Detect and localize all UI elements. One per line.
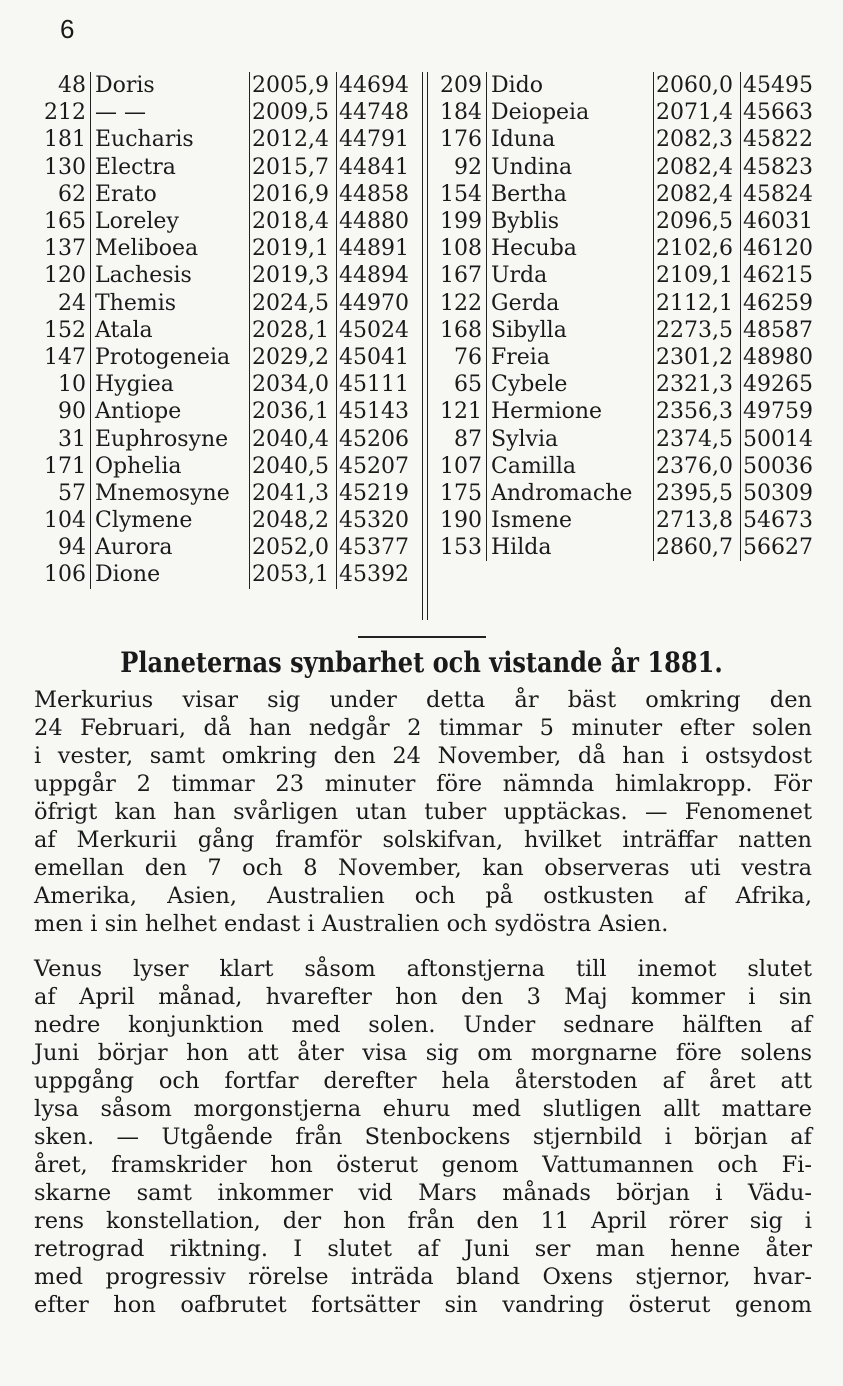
asteroid-value-2: 45822 [743, 127, 813, 153]
text-line: året, framskrider hon österut genom Vattumannen och Fi- [34, 1152, 812, 1178]
asteroid-number: 122 [430, 290, 487, 317]
page-number: 6 [60, 14, 75, 44]
asteroid-number: 181 [30, 126, 91, 153]
text-line: af April månad, hvarefter hon den 3 Maj kommer i sin [34, 984, 812, 1010]
asteroid-number: 57 [30, 480, 91, 507]
asteroid-number: 212 [30, 99, 91, 126]
table-row [30, 126, 423, 153]
asteroid-value-1: 2053,1 [250, 561, 337, 588]
text-line: med progressiv rörelse inträda bland Oxens stjernor, hvar- [34, 1264, 812, 1290]
table-row [30, 507, 423, 534]
asteroid-value-2: 44858 [339, 181, 409, 207]
table-row [30, 99, 423, 126]
asteroid-name: Dione [91, 561, 250, 588]
asteroid-value-1: 2321,3 [654, 371, 741, 398]
asteroid-value-1: 2034,0 [250, 371, 337, 398]
asteroid-number: 154 [430, 181, 487, 208]
asteroid-value-1: 2041,3 [250, 480, 337, 507]
asteroid-name: Meliboea [91, 235, 250, 262]
asteroid-value-2: 48980 [743, 344, 813, 370]
asteroid-value-2: 49265 [743, 372, 813, 398]
text-line: retrograd riktning. I slutet af Juni ser man henne åter [34, 1236, 812, 1262]
asteroid-number: 209 [430, 72, 487, 99]
asteroid-name: Clymene [91, 507, 250, 534]
asteroid-number: 153 [430, 534, 487, 561]
asteroid-value-2: 44880 [339, 209, 409, 235]
asteroid-value-2: 46215 [743, 263, 813, 289]
table-row [430, 290, 827, 317]
asteroid-value-1: 2040,4 [250, 425, 337, 452]
asteroid-value-1: 2860,7 [654, 534, 741, 561]
asteroid-name: Sibylla [487, 317, 654, 344]
paragraph-mercury [34, 686, 812, 938]
asteroid-number: 106 [30, 561, 91, 588]
asteroid-name: Bertha [487, 181, 654, 208]
asteroid-value-2: 44748 [339, 100, 409, 126]
asteroid-value-2: 45320 [339, 508, 409, 534]
text-line: nedre konjunktion med solen. Under sednare hälften af [34, 1012, 812, 1038]
asteroid-name: Aurora [91, 534, 250, 561]
text-line: uppgår 2 timmar 23 minuter före nämnda himlakropp. För [34, 771, 812, 797]
section-rule [358, 636, 486, 638]
table-row [430, 453, 827, 480]
asteroid-value-1: 2040,5 [250, 453, 337, 480]
asteroid-value-1: 2102,6 [654, 235, 741, 262]
table-row [430, 72, 827, 99]
asteroid-name: Cybele [487, 371, 654, 398]
asteroid-value-1: 2024,5 [250, 290, 337, 317]
asteroid-name: Hecuba [487, 235, 654, 262]
asteroid-value-1: 2356,3 [654, 398, 741, 425]
table-row [30, 235, 423, 262]
table-row [30, 290, 423, 317]
asteroid-number: 87 [430, 425, 487, 452]
text-line: men i sin helhet endast i Australien och sydöstra Asien. [34, 911, 669, 937]
asteroid-value-1: 2048,2 [250, 507, 337, 534]
asteroid-value-2: 49759 [743, 399, 813, 425]
asteroid-value-1: 2109,1 [654, 262, 741, 289]
table-row [30, 453, 423, 480]
asteroid-number: 104 [30, 507, 91, 534]
asteroid-name: Loreley [91, 208, 250, 235]
asteroid-name: Urda [487, 262, 654, 289]
text-line: sken. — Utgående från Stenbockens stjernbild i början af [34, 1124, 812, 1150]
asteroid-value-1: 2009,5 [250, 99, 337, 126]
table-row [430, 235, 827, 262]
asteroid-value-2: 45219 [339, 480, 409, 506]
table-row [30, 317, 423, 344]
table-row [430, 99, 827, 126]
table-row [30, 181, 423, 208]
asteroid-value-2: 50036 [743, 453, 813, 479]
asteroid-number: 121 [430, 398, 487, 425]
asteroid-value-1: 2096,5 [654, 208, 741, 235]
asteroid-number: 24 [30, 290, 91, 317]
asteroid-value-2: 46120 [743, 236, 813, 262]
asteroid-value-1: 2071,4 [654, 99, 741, 126]
asteroid-name: Electra [91, 154, 250, 181]
asteroid-number: 108 [430, 235, 487, 262]
asteroid-number: 167 [430, 262, 487, 289]
asteroid-value-2: 50014 [743, 426, 813, 452]
table-row [30, 72, 423, 99]
text-line: af Merkurii gång framför solskifvan, hvilket inträffar natten [34, 827, 812, 853]
asteroid-number: 62 [30, 181, 91, 208]
text-line: emellan den 7 och 8 November, kan observeras uti vestra [34, 855, 812, 881]
asteroid-number: 165 [30, 208, 91, 235]
asteroid-value-1: 2082,4 [654, 181, 741, 208]
asteroid-name: Deiopeia [487, 99, 654, 126]
asteroid-value-1: 2019,3 [250, 262, 337, 289]
asteroid-value-1: 2713,8 [654, 507, 741, 534]
table-row [430, 398, 827, 425]
asteroid-name: Undina [487, 154, 654, 181]
table-row [430, 371, 827, 398]
text-line: Juni börjar hon att åter visa sig om morgnarne före solens [34, 1040, 812, 1066]
text-line: skarne samt inkommer vid Mars månads början i Vädu- [34, 1180, 812, 1206]
asteroid-value-2: 45111 [339, 372, 409, 398]
asteroid-name: Doris [91, 72, 250, 99]
asteroid-value-2: 44970 [339, 290, 409, 316]
text-line: efter hon oafbrutet fortsätter sin vandring österut genom [34, 1292, 812, 1318]
asteroid-value-2: 45823 [743, 154, 813, 180]
asteroid-value-1: 2036,1 [250, 398, 337, 425]
asteroid-value-1: 2112,1 [654, 290, 741, 317]
asteroid-number: 31 [30, 425, 91, 452]
asteroid-value-1: 2028,1 [250, 317, 337, 344]
text-line: rens konstellation, der hon från den 11 April rörer sig i [34, 1208, 812, 1234]
table-row [30, 371, 423, 398]
asteroid-number: 94 [30, 534, 91, 561]
asteroid-value-2: 45024 [339, 317, 409, 343]
table-row [30, 480, 423, 507]
asteroid-value-2: 45392 [339, 562, 409, 588]
paragraph-venus [34, 955, 812, 1319]
asteroid-value-1: 2015,7 [250, 154, 337, 181]
asteroid-value-2: 45663 [743, 100, 813, 126]
asteroid-table-left [30, 72, 423, 589]
asteroid-number: 190 [430, 507, 487, 534]
asteroid-number: 176 [430, 126, 487, 153]
asteroid-number: 10 [30, 371, 91, 398]
asteroid-value-1: 2029,2 [250, 344, 337, 371]
table-row [430, 425, 827, 452]
asteroid-number: 147 [30, 344, 91, 371]
asteroid-value-2: 45495 [743, 73, 813, 99]
asteroid-name: Byblis [487, 208, 654, 235]
table-row [30, 344, 423, 371]
asteroid-name: Ophelia [91, 453, 250, 480]
asteroid-value-1: 2395,5 [654, 480, 741, 507]
text-line: lysa såsom morgonstjerna ehuru med slutligen allt mattare [34, 1096, 812, 1122]
text-line: i vester, samt omkring den 24 November, då han i ostsydost [34, 743, 812, 769]
asteroid-value-2: 56627 [743, 535, 813, 561]
asteroid-value-2: 45206 [339, 426, 409, 452]
asteroid-table-right [430, 72, 827, 561]
table-row [430, 534, 827, 561]
asteroid-name: Gerda [487, 290, 654, 317]
asteroid-name: Mnemosyne [91, 480, 250, 507]
asteroid-value-2: 45377 [339, 535, 409, 561]
asteroid-tables [30, 72, 830, 632]
asteroid-value-1: 2018,4 [250, 208, 337, 235]
asteroid-value-2: 50309 [743, 480, 813, 506]
asteroid-value-2: 46031 [743, 209, 813, 235]
asteroid-number: 107 [430, 453, 487, 480]
asteroid-number: 48 [30, 72, 91, 99]
asteroid-value-1: 2005,9 [250, 72, 337, 99]
asteroid-value-1: 2082,4 [654, 154, 741, 181]
asteroid-value-2: 44791 [339, 127, 409, 153]
asteroid-value-1: 2374,5 [654, 425, 741, 452]
text-line: Amerika, Asien, Australien och på ostkusten af Afrika, [34, 883, 812, 909]
asteroid-value-1: 2019,1 [250, 235, 337, 262]
asteroid-value-2: 48587 [743, 317, 813, 343]
asteroid-value-1: 2016,9 [250, 181, 337, 208]
asteroid-name: Hilda [487, 534, 654, 561]
table-row [30, 208, 423, 235]
table-row [430, 126, 827, 153]
table-row [30, 425, 423, 452]
asteroid-number: 184 [430, 99, 487, 126]
asteroid-number: 168 [430, 317, 487, 344]
text-line: Merkurius visar sig under detta år bäst omkring den [34, 687, 812, 713]
text-line: öfrigt kan han svårligen utan tuber upptäckas. — Fenomenet [34, 799, 812, 825]
asteroid-value-2: 44841 [339, 154, 409, 180]
asteroid-value-1: 2301,2 [654, 344, 741, 371]
asteroid-name: Dido [487, 72, 654, 99]
asteroid-name: Atala [91, 317, 250, 344]
asteroid-value-2: 45207 [339, 453, 409, 479]
table-row [30, 154, 423, 181]
table-row [430, 344, 827, 371]
table-row [430, 154, 827, 181]
asteroid-value-2: 45824 [743, 181, 813, 207]
asteroid-value-2: 54673 [743, 508, 813, 534]
asteroid-number: 92 [430, 154, 487, 181]
asteroid-name: Andromache [487, 480, 654, 507]
asteroid-number: 120 [30, 262, 91, 289]
section-heading: Planeternas synbarhet och vistande år 1881. [120, 646, 723, 679]
asteroid-name: Eucharis [91, 126, 250, 153]
table-row [30, 561, 423, 588]
asteroid-value-1: 2082,3 [654, 126, 741, 153]
asteroid-name: Freia [487, 344, 654, 371]
table-row [430, 208, 827, 235]
table-row [30, 398, 423, 425]
asteroid-number: 137 [30, 235, 91, 262]
asteroid-number: 175 [430, 480, 487, 507]
asteroid-number: 152 [30, 317, 91, 344]
asteroid-name: Euphrosyne [91, 425, 250, 452]
asteroid-name: Hermione [487, 398, 654, 425]
table-row [30, 534, 423, 561]
asteroid-number: 171 [30, 453, 91, 480]
asteroid-value-2: 45143 [339, 399, 409, 425]
table-row [430, 507, 827, 534]
table-row [30, 262, 423, 289]
asteroid-value-2: 44894 [339, 263, 409, 289]
asteroid-value-2: 44891 [339, 236, 409, 262]
asteroid-name: — — [91, 99, 250, 126]
asteroid-value-2: 45041 [339, 344, 409, 370]
asteroid-value-2: 46259 [743, 290, 813, 316]
text-line: uppgång och fortfar derefter hela återstoden af året att [34, 1068, 812, 1094]
table-row [430, 317, 827, 344]
table-row [430, 262, 827, 289]
table-divider [422, 72, 428, 620]
asteroid-name: Ismene [487, 507, 654, 534]
asteroid-name: Erato [91, 181, 250, 208]
table-row [430, 181, 827, 208]
asteroid-number: 76 [430, 344, 487, 371]
asteroid-value-1: 2052,0 [250, 534, 337, 561]
asteroid-name: Iduna [487, 126, 654, 153]
text-line: Venus lyser klart såsom aftonstjerna till inemot slutet [34, 956, 812, 982]
asteroid-value-1: 2273,5 [654, 317, 741, 344]
asteroid-name: Themis [91, 290, 250, 317]
asteroid-name: Antiope [91, 398, 250, 425]
asteroid-name: Lachesis [91, 262, 250, 289]
asteroid-number: 90 [30, 398, 91, 425]
asteroid-value-1: 2060,0 [654, 72, 741, 99]
asteroid-number: 130 [30, 154, 91, 181]
asteroid-name: Sylvia [487, 425, 654, 452]
text-line: 24 Februari, då han nedgår 2 timmar 5 minuter efter solen [34, 715, 812, 741]
asteroid-number: 65 [430, 371, 487, 398]
asteroid-name: Camilla [487, 453, 654, 480]
asteroid-value-1: 2376,0 [654, 453, 741, 480]
asteroid-name: Hygiea [91, 371, 250, 398]
asteroid-number: 199 [430, 208, 487, 235]
asteroid-name: Protogeneia [91, 344, 250, 371]
table-row [430, 480, 827, 507]
asteroid-value-1: 2012,4 [250, 126, 337, 153]
asteroid-value-2: 44694 [339, 73, 409, 99]
